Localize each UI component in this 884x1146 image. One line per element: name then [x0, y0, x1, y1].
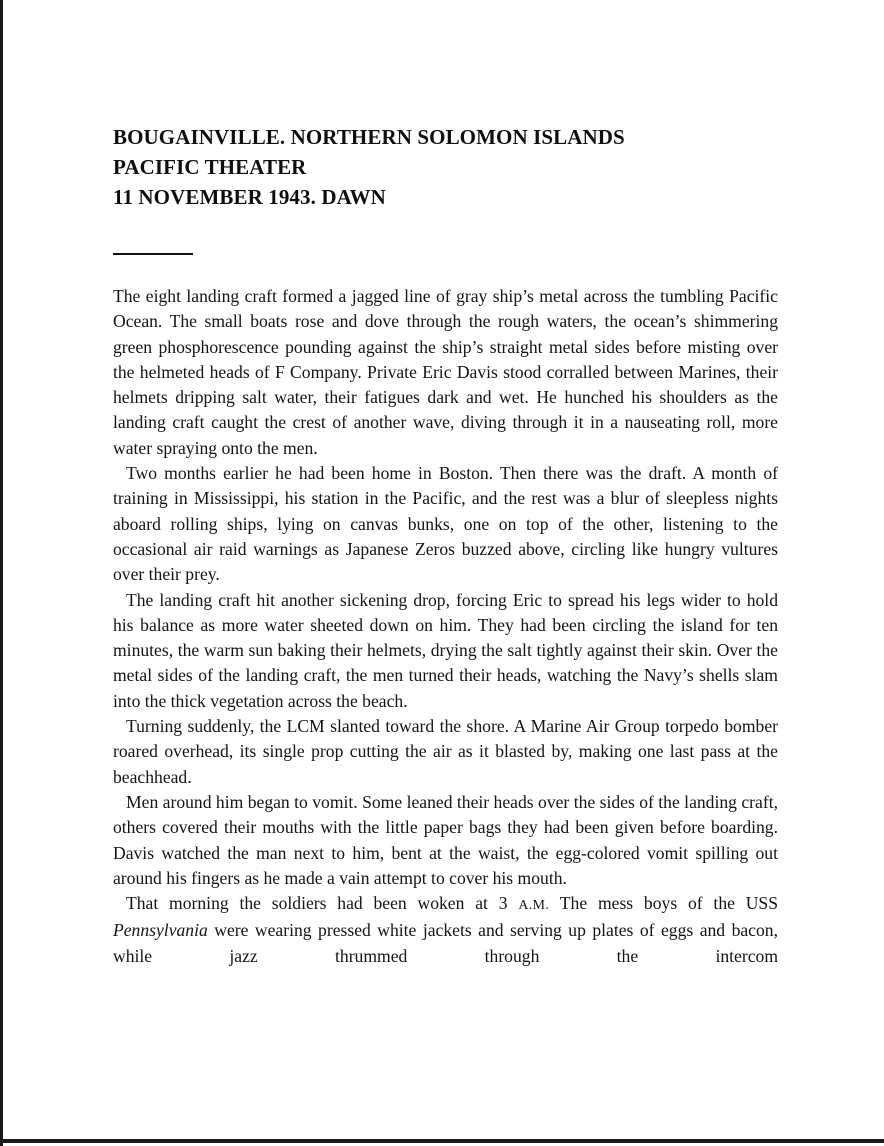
text-segment: The landing craft hit another sickening drop, forcing Eric to spread his legs wider to hold his balance as more water sheeted down on him. They had been circling the island for ten minutes, the warm sun baking their helmets, drying the salt tightly against their skin. Over the metal sides of the landing craft, the men turned their heads, watching the Navy’s shells slam into the thick vegetation across the beach. — [113, 589, 778, 711]
text-segment: Men around him began to vomit. Some leaned their heads over the sides of the landing craft, others covered their mouths with the little paper bags they had been given before boarding. Davis watched the man next to him, bent at the waist, the egg-colored vomit spilling out around his fingers as he made a vain attempt to cover his mouth. — [113, 791, 778, 888]
heading-line-location: BOUGAINVILLE. NORTHERN SOLOMON ISLANDS — [113, 125, 625, 149]
paragraphs — [113, 284, 778, 969]
paragraph — [113, 284, 778, 461]
paragraph — [113, 891, 778, 969]
text-segment: Two months earlier he had been home in Boston. Then there was the draft. A month of training in Mississippi, his station in the Pacific, and the rest was a blur of sleepless nights aboard rolling ships, lying on canvas bunks, one on top of the other, listening to the occasional air raid warnings as Japanese Zeros buzzed above, circling like hungry vultures over their prey. — [113, 463, 778, 585]
chapter-heading — [113, 122, 778, 212]
heading-line-date: 11 NOVEMBER 1943. DAWN — [113, 185, 386, 209]
heading-line-theater: PACIFIC THEATER — [113, 155, 307, 179]
text-segment: That morning the soldiers had been woken at 3 — [126, 893, 519, 914]
text-segment-smallcaps: A.M. — [518, 898, 550, 914]
text-segment: were wearing pressed white jackets and serving up plates of eggs and bacon, while jazz thrummed through the intercom — [113, 920, 778, 966]
page-bottom-edge — [0, 1139, 884, 1143]
page-content — [113, 0, 778, 969]
section-divider — [113, 253, 193, 255]
text-segment: The mess boys of the USS — [549, 893, 779, 914]
text-segment-italic: Pennsylvania — [113, 920, 208, 941]
paragraph — [113, 461, 778, 587]
paragraph — [113, 588, 778, 714]
page-left-edge — [0, 0, 3, 1146]
text-segment: Turning suddenly, the LCM slanted toward the shore. A Marine Air Group torpedo bomber roared overhead, its single prop cutting the air as it blasted by, making one last pass at the beachhead. — [113, 716, 778, 787]
paragraph — [113, 714, 778, 790]
paragraph — [113, 790, 778, 891]
text-segment: The eight landing craft formed a jagged line of gray ship’s metal across the tumbling Pacific Ocean. The small boats rose and dove through the rough waters, the ocean’s shimmering green phosphorescence pounding against the ship’s straight metal sides before misting over the helmeted heads of F Company. Private Eric Davis stood corralled between Marines, their helmets dripping salt water, their fatigues dark and wet. He hunched his shoulders as the landing craft caught the crest of another wave, diving through it in a nauseating roll, more water spraying onto the men. — [113, 286, 778, 458]
